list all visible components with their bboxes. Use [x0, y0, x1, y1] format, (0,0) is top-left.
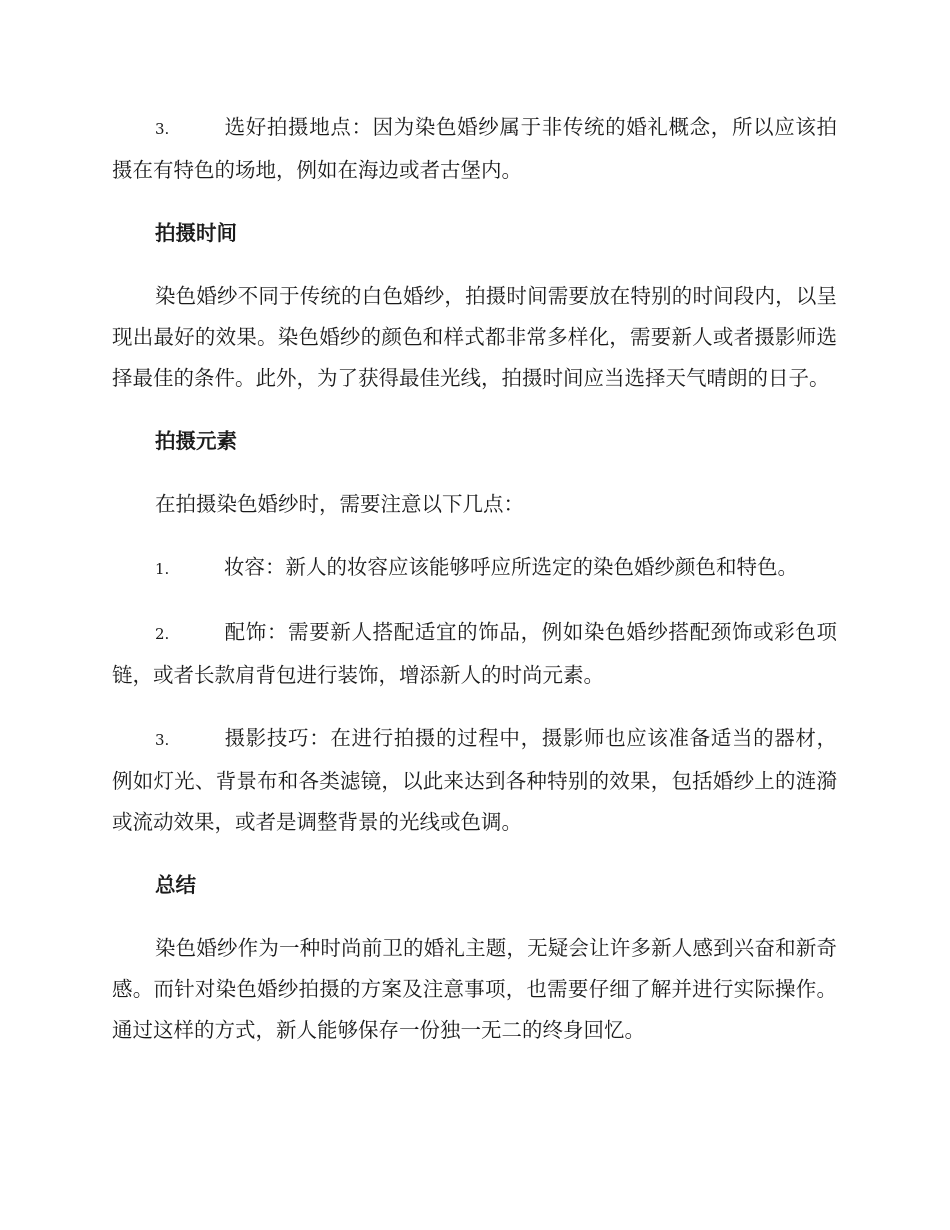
list-item	[112, 718, 837, 843]
list-item	[112, 612, 837, 696]
list-item-text: 妆容：新人的妆容应该能够呼应所选定的染色婚纱颜色和特色。	[224, 555, 798, 579]
list-item	[112, 547, 837, 590]
list-item-text: 配饰：需要新人搭配适宜的饰品，例如染色婚纱搭配颈饰或彩色项链，或者长款肩背包进行装饰，增添新人的时尚元素。	[112, 620, 837, 687]
summary-paragraph: 染色婚纱作为一种时尚前卫的婚礼主题，无疑会让许多新人感到兴奋和新奇感。而针对染色婚纱拍摄的方案及注意事项，也需要仔细了解并进行实际操作。通过这样的方式，新人能够保存一份独一无二的终身回忆。	[112, 936, 837, 1042]
list-number: 3.	[155, 120, 170, 138]
shooting-elements-intro: 在拍摄染色婚纱时，需要注意以下几点：	[155, 492, 524, 516]
section-heading-summary: 总结	[155, 873, 196, 897]
list-number: 2.	[155, 625, 170, 643]
document-body	[112, 107, 837, 1073]
section-heading-shooting-elements: 拍摄元素	[155, 429, 237, 453]
list-item	[112, 107, 837, 191]
list-number: 3.	[155, 731, 170, 749]
list-number: 1.	[155, 560, 170, 578]
section-heading-shooting-time: 拍摄时间	[155, 221, 237, 245]
list-item-text: 选好拍摄地点：因为染色婚纱属于非传统的婚礼概念，所以应该拍摄在有特色的场地，例如在海边或者古堡内。	[112, 115, 837, 182]
shooting-time-paragraph: 染色婚纱不同于传统的白色婚纱，拍摄时间需要放在特别的时间段内，以呈现出最好的效果。染色婚纱的颜色和样式都非常多样化，需要新人或者摄影师选择最佳的条件。此外，为了获得最佳光线，拍摄时间应当选择天气晴朗的日子。	[112, 284, 837, 390]
list-item-text: 摄影技巧：在进行拍摄的过程中，摄影师也应该准备适当的器材，例如灯光、背景布和各类滤镜，以此来达到各种特别的效果，包括婚纱上的涟漪或流动效果，或者是调整背景的光线或色调。	[112, 726, 837, 834]
